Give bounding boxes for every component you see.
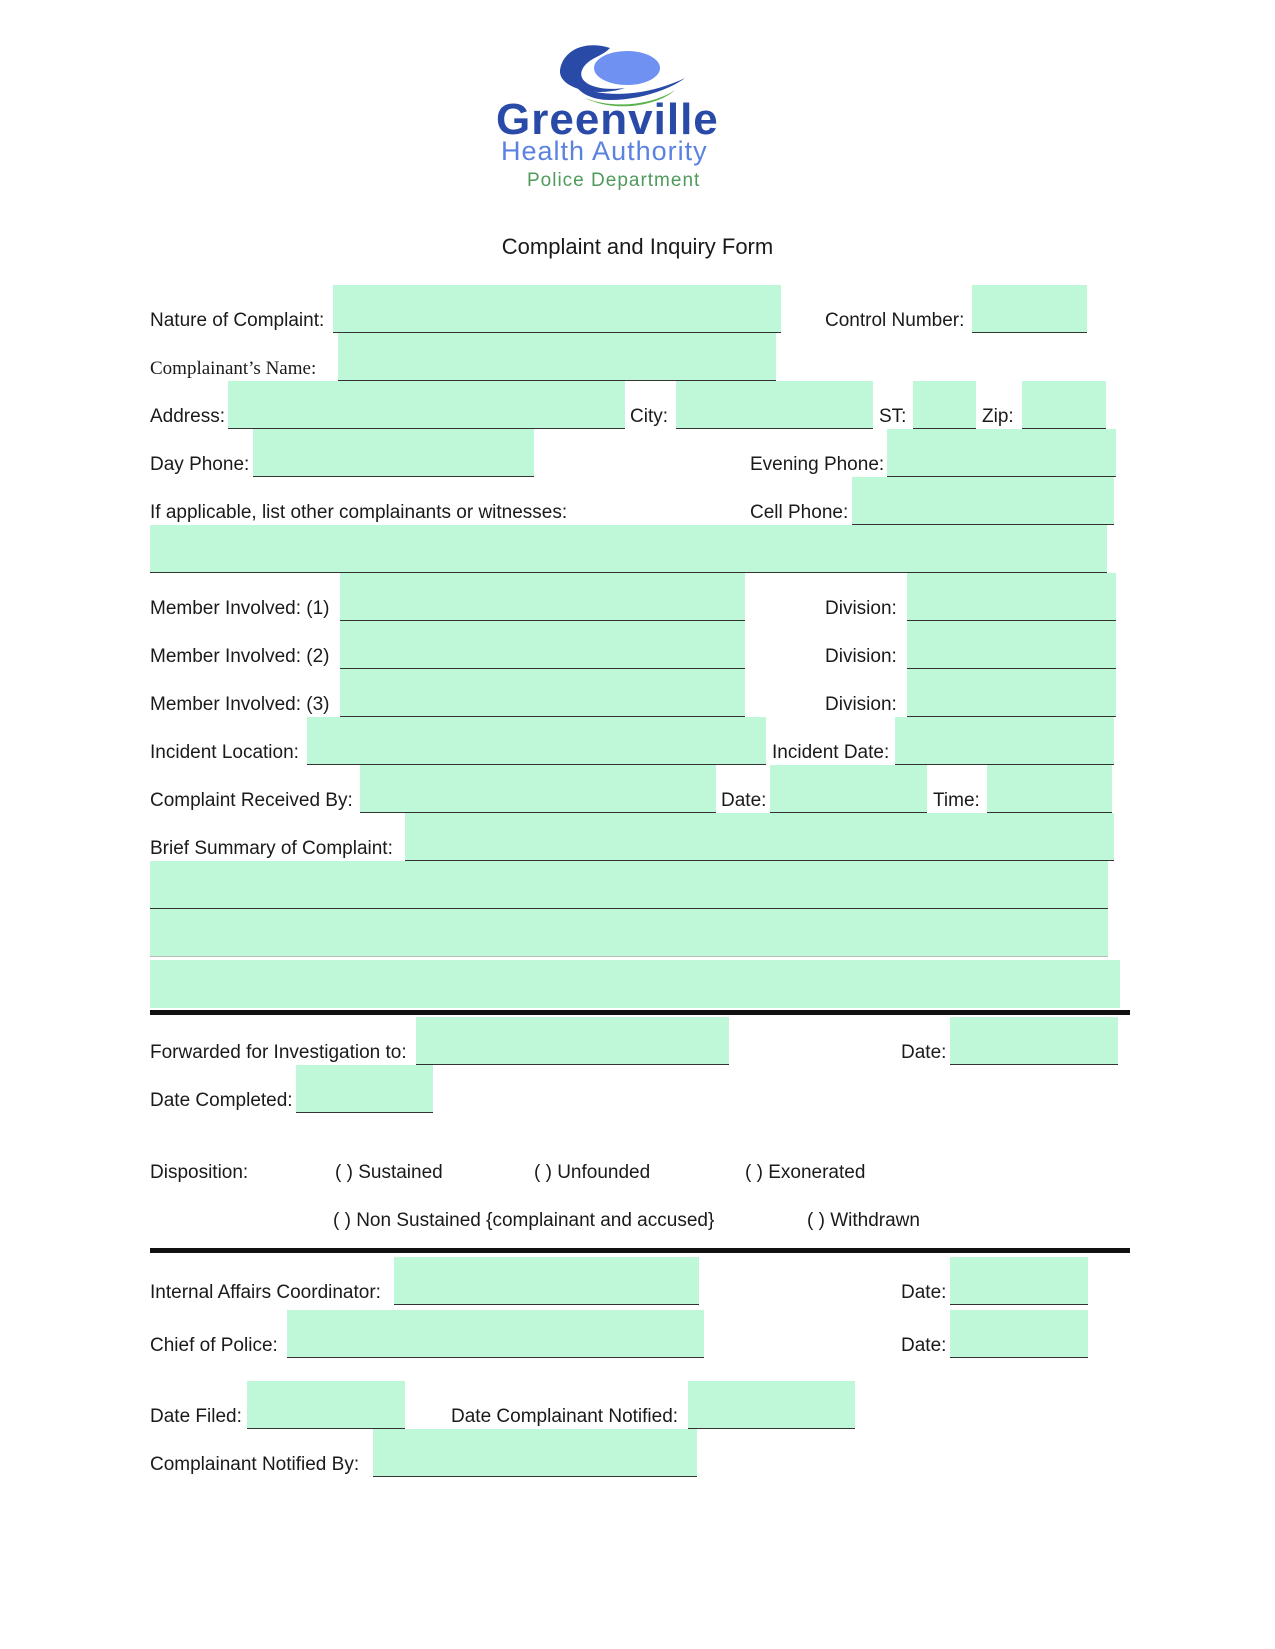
member2-field[interactable] bbox=[340, 621, 745, 669]
nature-label: Nature of Complaint: bbox=[150, 310, 325, 331]
control-number-label: Control Number: bbox=[825, 310, 965, 331]
forwarded-date-label: Date: bbox=[901, 1042, 947, 1063]
date-completed-label: Date Completed: bbox=[150, 1090, 293, 1111]
time-label: Time: bbox=[933, 790, 980, 811]
division2-field[interactable] bbox=[907, 621, 1116, 669]
received-by-label: Complaint Received By: bbox=[150, 790, 353, 811]
chief-label: Chief of Police: bbox=[150, 1335, 278, 1356]
st-label: ST: bbox=[879, 406, 907, 427]
city-field[interactable] bbox=[676, 381, 873, 429]
member1-label: Member Involved: (1) bbox=[150, 598, 330, 619]
member3-field[interactable] bbox=[340, 669, 745, 717]
other-complainants-label: If applicable, list other complainants or witnesses: bbox=[150, 502, 568, 523]
logo-department: Police Department bbox=[527, 170, 701, 191]
section-divider-1 bbox=[150, 1010, 1130, 1015]
ia-coordinator-label: Internal Affairs Coordinator: bbox=[150, 1282, 381, 1303]
cell-phone-label: Cell Phone: bbox=[750, 502, 849, 523]
zip-label: Zip: bbox=[982, 406, 1014, 427]
city-label: City: bbox=[630, 406, 668, 427]
forwarded-field[interactable] bbox=[416, 1017, 729, 1065]
notified-by-label: Complainant Notified By: bbox=[150, 1454, 360, 1475]
address-label: Address: bbox=[150, 406, 225, 427]
summary-field-1[interactable] bbox=[405, 813, 1114, 861]
st-field[interactable] bbox=[913, 381, 976, 429]
member3-label: Member Involved: (3) bbox=[150, 694, 330, 715]
address-field[interactable] bbox=[228, 381, 625, 429]
control-number-field[interactable] bbox=[972, 285, 1087, 333]
chief-field[interactable] bbox=[287, 1310, 704, 1358]
section-divider-2 bbox=[150, 1248, 1130, 1253]
incident-location-field[interactable] bbox=[307, 717, 766, 765]
disposition-non-sustained[interactable]: ( ) Non Sustained {complainant and accused} bbox=[333, 1210, 715, 1231]
received-by-field[interactable] bbox=[360, 765, 716, 813]
evening-phone-field[interactable] bbox=[887, 429, 1116, 477]
summary-label: Brief Summary of Complaint: bbox=[150, 838, 393, 859]
disposition-sustained[interactable]: ( ) Sustained bbox=[335, 1162, 443, 1183]
incident-location-label: Incident Location: bbox=[150, 742, 299, 763]
date-filed-label: Date Filed: bbox=[150, 1406, 242, 1427]
ia-coordinator-field[interactable] bbox=[394, 1257, 699, 1305]
member1-field[interactable] bbox=[340, 573, 745, 621]
division1-field[interactable] bbox=[907, 573, 1116, 621]
date-completed-field[interactable] bbox=[296, 1065, 433, 1113]
form-title: Complaint and Inquiry Form bbox=[501, 234, 774, 259]
date-notified-field[interactable] bbox=[688, 1381, 855, 1429]
logo bbox=[470, 40, 770, 190]
logo-name: Greenville bbox=[496, 95, 719, 144]
disposition-label: Disposition: bbox=[150, 1162, 249, 1183]
division3-field[interactable] bbox=[907, 669, 1116, 717]
summary-field-3[interactable] bbox=[150, 909, 1108, 957]
forwarded-label: Forwarded for Investigation to: bbox=[150, 1042, 407, 1063]
disposition-exonerated[interactable]: ( ) Exonerated bbox=[745, 1162, 866, 1183]
disposition-unfounded[interactable]: ( ) Unfounded bbox=[534, 1162, 651, 1183]
summary-field-2[interactable] bbox=[150, 861, 1108, 909]
complainant-name-label: Complainant’s Name: bbox=[150, 358, 317, 379]
received-date-label: Date: bbox=[721, 790, 767, 811]
division3-label: Division: bbox=[825, 694, 897, 715]
date-filed-field[interactable] bbox=[247, 1381, 405, 1429]
incident-date-field[interactable] bbox=[895, 717, 1114, 765]
incident-date-label: Incident Date: bbox=[772, 742, 890, 763]
disposition-withdrawn[interactable]: ( ) Withdrawn bbox=[807, 1210, 920, 1231]
nature-field[interactable] bbox=[333, 285, 781, 333]
summary-field-4[interactable] bbox=[150, 960, 1120, 1008]
day-phone-label: Day Phone: bbox=[150, 454, 250, 475]
evening-phone-label: Evening Phone: bbox=[750, 454, 885, 475]
received-date-field[interactable] bbox=[770, 765, 927, 813]
cell-phone-field[interactable] bbox=[852, 477, 1114, 525]
chief-date-label: Date: bbox=[901, 1335, 947, 1356]
forwarded-date-field[interactable] bbox=[950, 1017, 1118, 1065]
day-phone-field[interactable] bbox=[253, 429, 534, 477]
ia-date-field[interactable] bbox=[950, 1257, 1088, 1305]
notified-by-field[interactable] bbox=[373, 1429, 697, 1477]
chief-date-field[interactable] bbox=[950, 1310, 1088, 1358]
time-field[interactable] bbox=[987, 765, 1112, 813]
zip-field[interactable] bbox=[1022, 381, 1106, 429]
other-complainants-field[interactable] bbox=[150, 525, 1107, 573]
ia-date-label: Date: bbox=[901, 1282, 947, 1303]
complainant-name-field[interactable] bbox=[338, 333, 776, 381]
date-notified-label: Date Complainant Notified: bbox=[451, 1406, 679, 1427]
division2-label: Division: bbox=[825, 646, 897, 667]
division1-label: Division: bbox=[825, 598, 897, 619]
member2-label: Member Involved: (2) bbox=[150, 646, 330, 667]
logo-subtitle: Health Authority bbox=[501, 136, 708, 166]
